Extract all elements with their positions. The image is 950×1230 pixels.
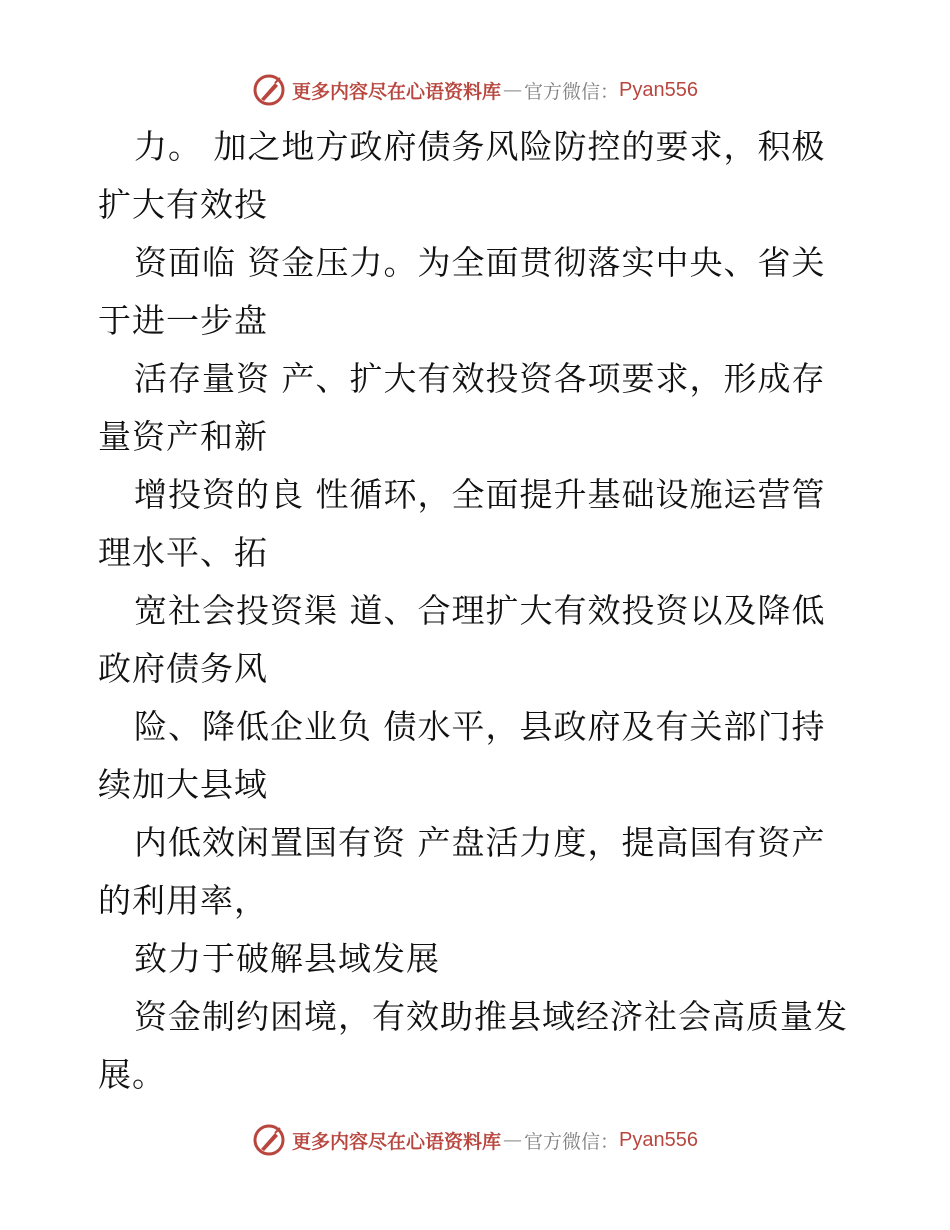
paragraph-line: 增投资的良 性循环，全面提升基础设施运营管 — [134, 475, 826, 514]
document-body — [98, 118, 858, 1104]
paragraph-line: 资面临 资金压力。为全面贯彻落实中央、省关 — [134, 243, 826, 282]
paragraph-line: 于进一步盘 — [98, 301, 268, 340]
footer-separator: — — [503, 1129, 523, 1151]
paragraph-line: 资金制约困境，有效助推县域经济社会高质量发 — [134, 997, 848, 1036]
header-separator: — — [503, 79, 523, 101]
footer-wechat-id: Pyan556 — [619, 1128, 698, 1151]
header-brand-text: 更多内容尽在心语资料库 — [292, 80, 502, 103]
header-watermark-banner — [0, 70, 950, 110]
paragraph-line: 内低效闲置国有资 产盘活力度，提高国有资产 — [134, 823, 826, 862]
header-wechat-label: 官方微信： — [524, 80, 620, 103]
footer-wechat-label: 官方微信： — [524, 1130, 620, 1153]
header-wechat-id: Pyan556 — [619, 78, 698, 101]
paragraph-line: 险、降低企业负 债水平，县政府及有关部门持 — [134, 707, 826, 746]
paragraph-line: 活存量资 产、扩大有效投资各项要求，形成存 — [134, 359, 826, 398]
footer-brand-text: 更多内容尽在心语资料库 — [292, 1130, 502, 1153]
paragraph-line: 展。 — [98, 1055, 166, 1094]
paragraph-line: 理水平、拓 — [98, 533, 268, 572]
paragraph-line: 宽社会投资渠 道、合理扩大有效投资以及降低 — [134, 591, 826, 630]
paragraph-line: 量资产和新 — [98, 417, 268, 456]
paragraph-line: 力。 加之地方政府债务风险防控的要求，积极 — [134, 127, 826, 166]
paragraph-line: 致力于破解县域发展 — [134, 939, 440, 978]
paragraph-line: 续加大县域 — [98, 765, 268, 804]
quill-logo-icon — [252, 1123, 286, 1157]
paragraph-line: 扩大有效投 — [98, 185, 268, 224]
quill-logo-icon — [252, 73, 286, 107]
paragraph-line: 政府债务风 — [98, 649, 268, 688]
footer-watermark-banner — [0, 1120, 950, 1160]
paragraph-line: 的利用率， — [98, 881, 268, 920]
